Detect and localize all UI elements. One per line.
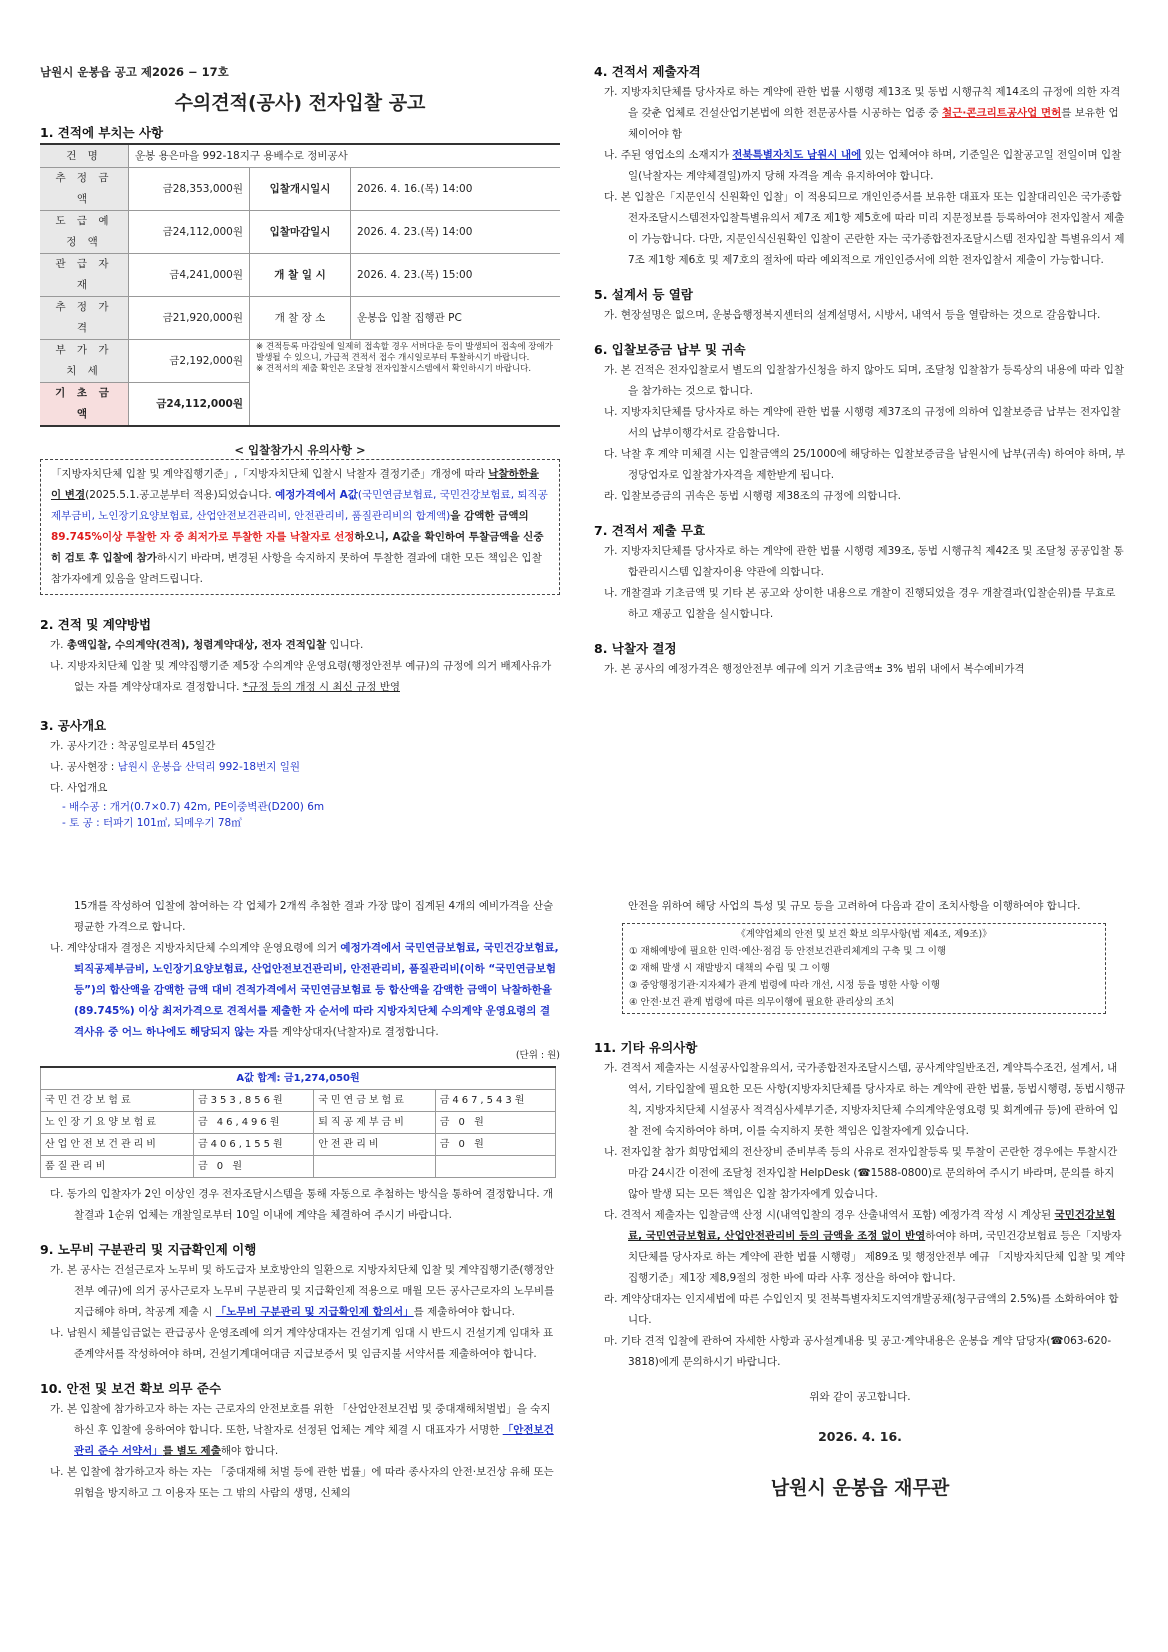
s11-item-c: 다. 견적서 제출자는 입찰금액 산정 시(내역입찰의 경우 산출내역서 포함) 예정가격 작성 시 계상된 국민건강보험료, 국민연금보험료, 산업안전관리비 등의 금액을 조정 없이 반영하여야 하며, 국민건강보험료 등은「지방자치단체를 당사자로 하는 계약에 관한 법률 시행령」 제89조 및 행정안전부 예규 「지방자치단체 입찰 및 계약 집행기준」제1장 제8,9절의 정한 바에 따라 사후 정산을 하여야 합니다. xyxy=(604,1209,1125,1284)
s3-item-a: 가. 공사기간 : 착공일로부터 45일간 xyxy=(50,740,216,752)
table-row: 부 가 가 치 세 금2,192,000원 ※ 견적등록 마감일에 일제히 접속할 경우 서버다운 등이 발생되어 접속에 장애가 발생될 수 있으니, 가급적 견적서 접수 개시일로부터 투찰하시기 바랍니다. ※ 견적서의 제출 확인은 조달청 전자입찰시스템에서 확인하시기 바랍니다. xyxy=(40,340,560,383)
section-8-heading: 8. 낙찰자 결정 xyxy=(594,641,677,656)
section-2-heading: 2. 견적 및 계약방법 xyxy=(40,617,152,632)
notice-date: 2026. 4. 16. xyxy=(818,1429,902,1444)
s3-earth: - 토 공 : 터파기 101㎥, 되메우기 78㎥ xyxy=(62,817,242,829)
table-row: 노인장기요양보험료 금 46,496원 퇴직공제부금비 금 0 원 xyxy=(41,1112,556,1134)
list-item: ② 재해 발생 시 재발방지 대책의 수립 및 그 이행 xyxy=(629,963,830,974)
confirm-note: ※ 견적서의 제출 확인은 조달청 전자입찰시스템에서 확인하시기 바랍니다. xyxy=(256,364,532,374)
section-4-heading: 4. 견적서 제출자격 xyxy=(594,64,701,79)
list-item: ① 재해예방에 필요한 인력·예산·점검 등 안전보건관리체계의 구축 및 그 이행 xyxy=(629,946,947,957)
s5-item-a: 가. 현장설명은 없으며, 운봉읍행정복지센터의 설계설명서, 시방서, 내역서 등을 열람하는 것으로 갈음합니다. xyxy=(604,309,1101,321)
table-row: 추 정 금 액 금28,353,000원 입찰개시일시 2026. 4. 16.(목) 14:00 xyxy=(40,168,560,211)
table-row: 국민건강보험료 금353,856원 국민연금보험료 금467,543원 xyxy=(41,1090,556,1112)
section-1-heading: 1. 견적에 부치는 사항 xyxy=(40,125,164,140)
section-11-heading: 11. 기타 유의사항 xyxy=(594,1040,698,1055)
s8-item-c: 다. 동가의 입찰자가 2인 이상인 경우 전자조달시스템을 통해 자동으로 추첨하는 방식을 통하여 결정합니다. 개찰결과 1순위 업체는 개찰일로부터 10일 이내에 계약을 체결하여 주시기 바랍니다. xyxy=(50,1188,554,1221)
section-10-heading: 10. 안전 및 보건 확보 의무 준수 xyxy=(40,1381,222,1396)
s11-item-e: 마. 기타 견적 입찰에 관하여 자세한 사항과 공사설계내용 및 공고·계약내용은 운봉읍 계약 담당자(☎063-620-3818)에게 문의하시기 바랍니다. xyxy=(604,1335,1112,1368)
issuer-name: 남원시 운봉읍 재무관 xyxy=(770,1477,950,1499)
table-row: 건 명 운봉 용은마을 992-18지구 용배수로 정비공사 xyxy=(40,144,560,168)
s6-item-a: 가. 본 건적은 전자입찰로서 별도의 입찰참가신청을 하지 않아도 되며, 조달청 입찰참가 등록상의 내용에 따라 입찰을 참가하는 것으로 합니다. xyxy=(604,364,1124,397)
section-3-heading: 3. 공사개요 xyxy=(40,718,107,733)
top-left-column xyxy=(40,62,560,831)
s10-item-a: 가. 본 입찰에 참가하고자 하는 자는 근로자의 안전보호를 위한 「산업안전보건법 및 중대재해처벌법」을 숙지하신 후 입찰에 응하여야 합니다. 또한, 낙찰자로 선정된 업체는 계약 체결 시 대표자가 서명한 「안전보건관리 준수 서약서」를 별도 제출해야 합니다. xyxy=(50,1403,554,1457)
table-row: 추 정 가 격 금21,920,000원 개 찰 장 소 운봉읍 입찰 집행관 PC xyxy=(40,297,560,340)
section-5-heading: 5. 설계서 등 열람 xyxy=(594,287,693,302)
notice-number: 남원시 운봉읍 공고 제2026 − 17호 xyxy=(40,65,229,79)
s4-item-a: 가. 지방자치단체를 당사자로 하는 계약에 관한 법률 시행령 제13조 및 동법 시행규칙 제14조의 규정에 의한 자격을 갖춘 업체로 건설산업기본법에 의한 전문공사를 시공하는 업종 중 철근·콘크리트공사업 면허를 보유한 업체이어야 함 xyxy=(604,86,1121,140)
s7-item-b: 나. 개찰결과 기초금액 및 기타 본 공고와 상이한 내용으로 개찰이 진행되었을 경우 개찰결과(입찰순위)를 무효로 하고 재공고 입찰을 실시합니다. xyxy=(604,587,1116,620)
s11-item-b: 나. 전자입찰 참가 희망업체의 전산장비 준비부족 등의 사유로 전자입찰등록 및 투찰이 곤란한 경우에는 투찰시간 마감 24시간 이전에 조달청 전자입찰 HelpDesk (☎1588-0800)로 문의하여 주시기 바라며, 문의를 하지 않아 발생 되는 모든 책임은 입찰 참가자에게 있습니다. xyxy=(604,1146,1118,1200)
s11-item-a: 가. 견적서 제출자는 시설공사입찰유의서, 국가종합전자조달시스템, 공사계약일반조건, 계약특수조건, 설계서, 내역서, 기타입찰에 필요한 모든 사항(지방자치단체를 당사자로 하는 계약에 관한 법률, 동법시행령, 동법시행규칙, 지방자치단체 시설공사 적격심사세부기준, 지방자치단체 수의계약운영요령 및 회계예규 등)에 관하여 입찰 전에 숙지하여야 하며, 이를 숙지하지 못한 책임은 입찰자에게 있습니다. xyxy=(604,1062,1126,1137)
table-row: 관 급 자 재 금4,241,000원 개 찰 일 시 2026. 4. 23.(목) 15:00 xyxy=(40,254,560,297)
s6-item-c: 다. 낙찰 후 계약 미체결 시는 입찰금액의 25/1000에 해당하는 입찰보증금을 남원시에 납부(귀속) 하여야 하며, 부정당업자로 입찰참가자격을 제한받게 됩니다. xyxy=(604,448,1126,481)
s4-item-b: 나. 주된 영업소의 소재지가 전북특별자치도 남원시 내에 있는 업체여야 하며, 기준일은 입찰공고일 전일이며 입찰일(낙찰자는 계약체결일)까지 당해 자격을 계속 유지하여야 합니다. xyxy=(604,149,1122,182)
bottom-left-column xyxy=(40,896,560,1504)
s7-item-a: 가. 지방자치단체를 당사자로 하는 계약에 관한 법률 시행령 제39조, 동법 시행규칙 제42조 및 조달청 공공입찰 통합관리시스템 입찰자이용 약관에 의합니다. xyxy=(604,545,1124,578)
caution-box: 「지방자치단체 입찰 및 계약집행기준」,「지방자치단체 입찰시 낙찰자 결정기준」개정에 따라 낙찰하한율이 변경(2025.5.1.공고분부터 적용)되었습니다. 예정가격에서 A값(국민연금보험료, 국민건강보험료, 퇴직공제부금비, 노인장기요양보험료, 산업안전보건관리비, 안전관리비, 품질관리비의 합계액)을 감액한 금액의 89.745%이상 투찰한 자 중 최저가로 투찰한 자를 낙찰자로 선정하오니, A값을 확인하여 투찰금액을 신중히 검토 후 입찰에 참가하시기 바라며, 변경된 사항을 숙지하지 못하여 투찰한 결과에 대한 모든 책임은 입찰참가자에게 있음을 알려드립니다. xyxy=(40,459,560,595)
caution-title: < 입찰참가시 유의사항 > xyxy=(234,443,366,457)
list-item: ④ 안전·보건 관계 법령에 따른 의무이행에 필요한 관리상의 조치 xyxy=(629,997,895,1008)
s3-item-c: 다. 사업개요 xyxy=(50,782,108,794)
a-value-table xyxy=(40,1066,556,1178)
s8-item-a: 가. 본 공사의 예정가격은 행정안전부 예규에 의거 기초금액± 3% 범위 내에서 복수예비가격 xyxy=(604,663,1025,675)
safety-duties-box xyxy=(622,923,1106,1014)
section-6-heading: 6. 입찰보증금 납부 및 귀속 xyxy=(594,342,746,357)
s2-item-a: 가. 총액입찰, 수의계약(견적), 청렴계약대상, 전자 견적입찰 입니다. xyxy=(50,639,364,651)
section-9-heading: 9. 노무비 구분관리 및 지급확인제 이행 xyxy=(40,1242,257,1257)
s3-drain: - 배수공 : 개거(0.7×0.7) 42m, PE이중벽관(D200) 6m xyxy=(62,801,325,813)
bottom-right-column xyxy=(594,896,1126,1501)
s11-item-d: 라. 계약상대자는 인지세법에 따른 수입인지 및 전북특별자치도지역개발공채(청구금액의 2.5%)를 소화하여야 합니다. xyxy=(604,1293,1119,1326)
list-item: ③ 중앙행정기관·지자체가 관계 법령에 따라 개선, 시정 등을 명한 사항 이행 xyxy=(629,980,940,991)
section-7-heading: 7. 견적서 제출 무효 xyxy=(594,523,706,538)
table-row: 산업안전보건관리비 금406,155원 안전관리비 금 0 원 xyxy=(41,1134,556,1156)
s10-item-b: 나. 본 입찰에 참가하고자 하는 자는 「중대재해 처벌 등에 관한 법률」에 따라 종사자의 안전·보건상 유해 또는 위험을 방지하고 그 이용자 또는 그 밖의 사람의 생명, 신체의 xyxy=(50,1466,554,1499)
s4-item-c: 다. 본 입찰은「지문인식 신원확인 입찰」이 적용되므로 개인인증서를 보유한 대표자 또는 입찰대리인은 국가종합전자조달시스템전자입찰특별유의서 제7조 제1항 제5호에 따라 미리 지문정보를 등록하여야 전자입찰서 제출이 가능합니다. 다만, 지문인식신원확인 입찰이 곤란한 자는 국가종합전자조달시스템 전자입찰 특별유의서 제7조 제1항 제6호 및 제7호의 절차에 따라 예외적으로 개인인증서에 의한 전자입찰서 제출이 가능합니다. xyxy=(604,191,1125,266)
table-row: 도 급 예 정 액 금24,112,000원 입찰마감일시 2026. 4. 23.(목) 14:00 xyxy=(40,211,560,254)
table-row: 기 초 금 액 금24,112,000원 xyxy=(40,383,560,427)
top-right-column xyxy=(594,62,1126,680)
s9-item-a: 가. 본 공사는 건설근로자 노무비 및 하도급자 보호방안의 일환으로 지방자치단체 입찰 및 계약집행기준(행정안전부 예규)에 의거 공사근로자 노무비 구분관리 및 지급확인제 적용으로 매월 모든 공사근로자의 노무비를 지급해야 하며, 착공계 제출 시 「노무비 구분관리 및 지급확인제 합의서」를 제출하여야 합니다. xyxy=(50,1264,555,1318)
table-row: 품질관리비 금 0 원 xyxy=(41,1156,556,1178)
server-note: ※ 견적등록 마감일에 일제히 접속할 경우 서버다운 등이 발생되어 접속에 장애가 발생될 수 있으니, 가급적 견적서 접수 개시일로부터 투찰하시기 바랍니다. xyxy=(256,342,553,363)
safety-box-title: 《계약업체의 안전 및 보건 확보 의무사항(법 제4조, 제9조)》 xyxy=(736,929,992,940)
table-row: A값 합계: 금1,274,050원 xyxy=(41,1067,556,1090)
s10-item-b-cont: 안전을 위하여 해당 사업의 특성 및 규모 등을 고려하여 다음과 같이 조치사항을 이행하여야 합니다. xyxy=(628,900,1081,912)
s2-item-b: 나. 지방자치단체 입찰 및 계약집행기준 제5장 수의계약 운영요령(행정안전부 예규)의 규정에 의거 배제사유가 없는 자를 계약상대자로 결정합니다. *규정 등의 개정 시 최신 규정 반영 xyxy=(50,660,552,693)
page-title: 수의견적(공사) 전자입찰 공고 xyxy=(174,92,426,114)
s6-item-b: 나. 지방자치단체를 당사자로 하는 계약에 관한 법률 시행령 제37조의 규정에 의하여 입찰보증금 납부는 전자입찰서의 납부이행각서로 갈음합니다. xyxy=(604,406,1121,439)
unit-label: (단위 : 원) xyxy=(515,1050,560,1061)
s8-item-b: 나. 계약상대자 결정은 지방자치단체 수의계약 운영요령에 의거 예정가격에서 국민연금보험료, 국민건강보험료, 퇴직공제부금비, 노인장기요양보험료, 산업안전보건관리비, 안전관리비, 품질관리비(이하 “국민연금보험 등”)의 합산액을 감액한 금액 대비 견적가격에서 국민연금보험료 등 합산액을 감액한 금액이 낙찰하한율(89.745%) 이상 최저가격으로 견적서를 제출한 자 순서에 따라 지방자치단체 수의계약 운영요령의 결격사유 중 어느 하나에도 해당되지 않는 자를 계약상대자(낙찰자)로 결정합니다. xyxy=(50,942,559,1038)
s6-item-d: 라. 입찰보증금의 귀속은 동법 시행령 제38조의 규정에 의합니다. xyxy=(604,490,901,502)
closing-text: 위와 같이 공고합니다. xyxy=(809,1391,911,1403)
bid-info-table xyxy=(40,143,560,427)
s3-item-b: 나. 공사현장 : 남원시 운봉읍 산덕리 992-18번지 일원 xyxy=(50,761,301,773)
s8-item-a-cont: 15개를 작성하여 입찰에 참여하는 각 업체가 2개씩 추첨한 결과 가장 많이 집계된 4개의 예비가격을 산술 평균한 가격으로 합니다. xyxy=(74,900,554,933)
s9-item-b: 나. 남원시 체불임금없는 관급공사 운영조례에 의거 계약상대자는 건설기계 임대 시 반드시 건설기계 임대차 표준계약서를 작성하여야 하며, 건설기계대여대금 지급보증서 및 임금지불 서약서를 제출하여야 합니다. xyxy=(50,1327,554,1360)
